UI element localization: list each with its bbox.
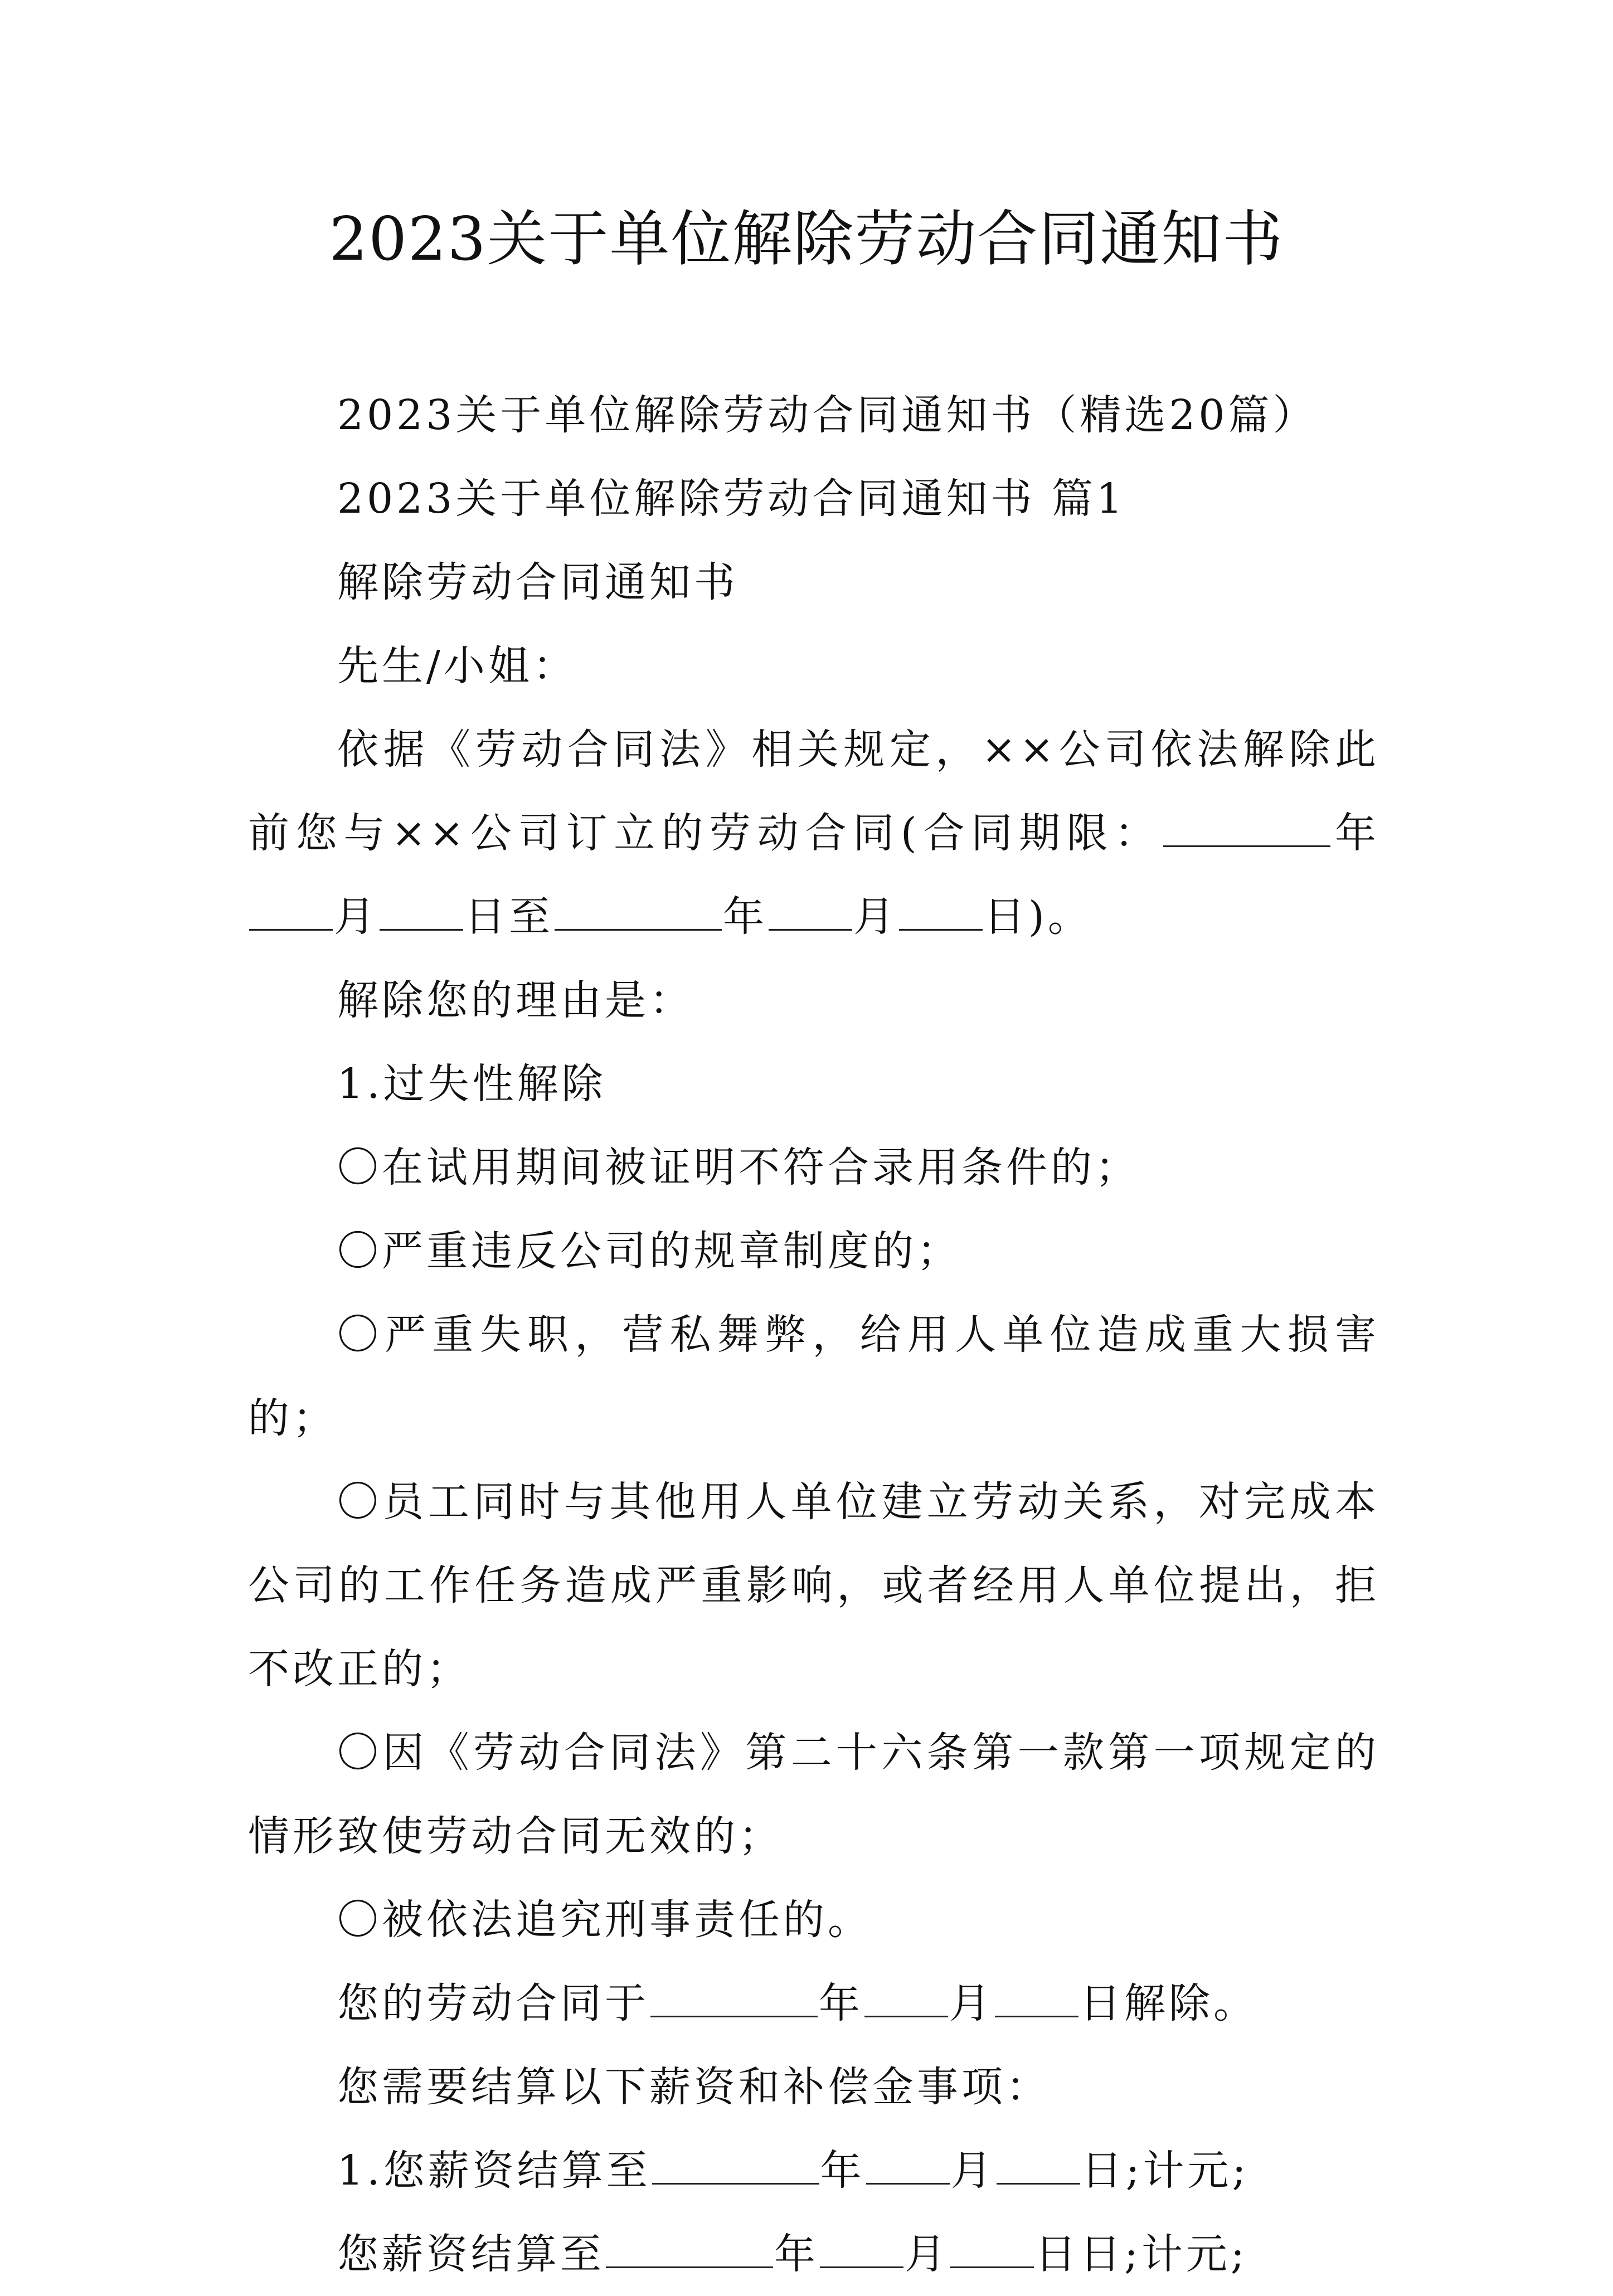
reason-item: 〇严重失职，营私舞弊，给用人单位造成重大损害的； — [248, 1311, 1379, 1442]
blank-line — [995, 1981, 1078, 2017]
salary-line-1 — [248, 2129, 1379, 2212]
blank-line — [820, 2232, 903, 2268]
reason-item: 〇员工同时与其他用人单位建立劳动关系，对完成本公司的工作任务造成严重影响，或者经用人单位提出，拒不改正的； — [248, 1478, 1379, 1693]
termination-end: 日解除。 — [1080, 1979, 1258, 2027]
intro-paragraph — [248, 708, 1379, 959]
reason-item: 〇严重违反公司的规章制度的； — [337, 1227, 961, 1275]
termination-year: 年 — [819, 1979, 863, 2027]
settlement-heading: 您需要结算以下薪资和补偿金事项： — [337, 2063, 1051, 2111]
termination-month: 月 — [949, 1979, 994, 2027]
intro-year-2: 年 — [723, 893, 767, 941]
section-heading: 2023关于单位解除劳动合同通知书 篇1 — [337, 475, 1126, 523]
reason-item: 〇在试用期间被证明不符合录用条件的； — [337, 1144, 1140, 1191]
salary-line-2 — [248, 2212, 1379, 2296]
salary-text: 1.您薪资结算至 — [337, 2147, 651, 2195]
salary-end: 日日;计元; — [1035, 2230, 1248, 2278]
document-title: 2023关于单位解除劳动合同通知书 — [329, 205, 1284, 274]
notice-heading: 解除劳动合同通知书 — [337, 558, 739, 606]
blank-line — [249, 894, 333, 931]
subtitle: 2023关于单位解除劳动合同通知书（精选20篇） — [337, 391, 1318, 439]
intro-month-2: 月 — [853, 893, 898, 941]
blank-line — [652, 2148, 819, 2185]
termination-paragraph — [248, 1962, 1379, 2045]
blank-line — [1163, 811, 1330, 847]
intro-end: 日)。 — [984, 893, 1092, 941]
blank-line — [650, 1981, 818, 2017]
blank-line — [380, 894, 463, 931]
blank-line — [899, 894, 983, 931]
blank-line — [950, 2232, 1034, 2268]
blank-line — [864, 1981, 948, 2017]
salary-year: 年 — [820, 2147, 865, 2195]
intro-year: 年 — [1332, 809, 1379, 857]
intro-day-to: 日至 — [464, 893, 553, 941]
termination-text: 您的劳动合同于 — [337, 1979, 649, 2027]
item1-heading: 1.过失性解除 — [337, 1060, 606, 1108]
blank-line — [606, 2232, 773, 2268]
salary-end: 日;计元; — [1081, 2147, 1250, 2195]
intro-text: 依据《劳动合同法》相关规定，××公司依法解除此前您与××公司订立的劳动合同(合同期限： — [248, 726, 1379, 857]
intro-month: 月 — [334, 893, 378, 941]
salutation: 先生/小姐： — [337, 642, 577, 690]
document-body — [248, 373, 1379, 2296]
salary-year: 年 — [774, 2230, 819, 2278]
salary-month: 月 — [950, 2147, 995, 2195]
salary-text: 您薪资结算至 — [337, 2230, 605, 2278]
blank-line — [866, 2148, 950, 2185]
reason-item: 〇被依法追究刑事责任的。 — [337, 1896, 872, 1944]
reason-item: 〇因《劳动合同法》第二十六条第一款第一项规定的情形致使劳动合同无效的； — [248, 1729, 1379, 1860]
blank-line — [769, 894, 852, 931]
blank-line — [555, 894, 722, 931]
blank-line — [997, 2148, 1080, 2185]
reason-heading: 解除您的理由是： — [337, 976, 694, 1024]
salary-month: 月 — [905, 2230, 949, 2278]
